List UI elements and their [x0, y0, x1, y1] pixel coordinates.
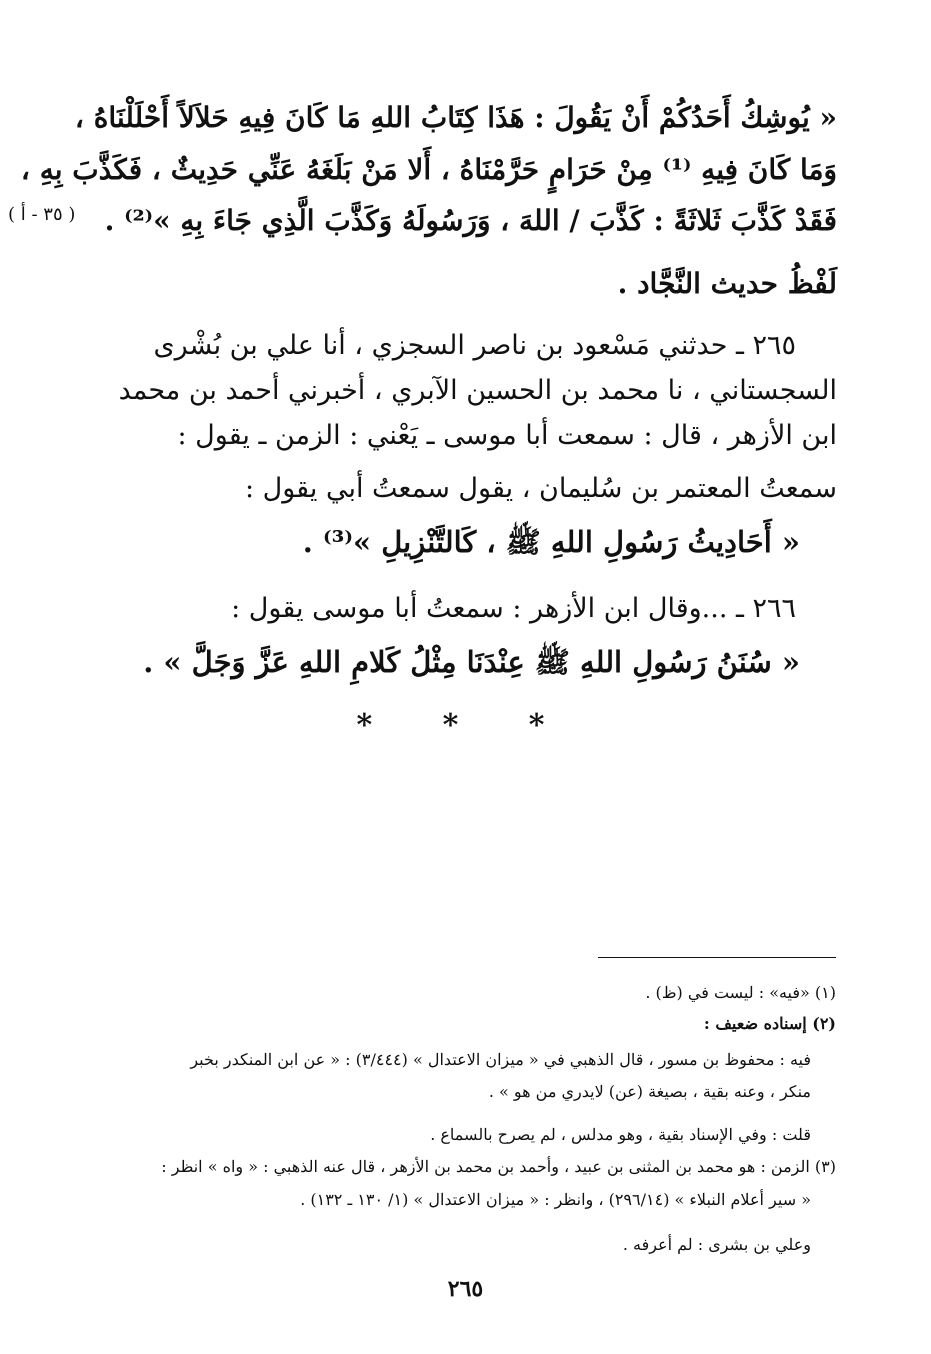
footnote-2-title: (٢) إسناده ضعيف :	[703, 1014, 836, 1033]
footnote-2-line-1: فيه : محفوظ بن مسور ، قال الذهبي في « ميزان الاعتدال » (٣/٤٤٤) : « عن ابن المنكدر بخبر	[190, 1050, 811, 1069]
entry-265-line-4: سمعتُ المعتمر بن سُليمان ، يقول سمعتُ أبي يقول :	[244, 473, 837, 504]
hadith-line-1: « يُوشِكُ أَحَدُكُمْ أَنْ يَقُولَ : هَذَا كِتَابُ اللهِ مَا كَانَ فِيهِ حَلاَلاً أَحْلَلْنَاهُ ،	[74, 101, 837, 134]
margin-reference: ( ٣٥ - أ )	[8, 204, 76, 225]
entry-265-line-2: السجستاني ، نا محمد بن الحسين الآبري ، أخبرني أحمد بن محمد	[118, 375, 837, 406]
entry-266-hadith: « سُنَنُ رَسُولِ اللهِ ﷺ عِنْدَنَا مِثْلُ كَلامِ اللهِ عَزَّ وَجَلَّ » .	[143, 645, 800, 679]
footnote-rule	[598, 957, 836, 958]
section-separator: * * *	[356, 708, 575, 743]
footnote-2-line-3: قلت : وفي الإسناد بقية ، وهو مدلس ، لم يصرح بالسماع .	[430, 1125, 811, 1144]
footnote-3-line-1: (٣) الزمن : هو محمد بن المثنى بن عبيد ، وأحمد بن محمد بن الأزهر ، قال عنه الذهبي : « واه » انظر :	[161, 1157, 836, 1176]
entry-265-line-3: ابن الأزهر ، قال : سمعت أبا موسى ـ يَعْني : الزمن ـ يقول :	[177, 420, 837, 451]
footnote-1: (١) «فيه» : ليست في (ظ) .	[645, 983, 836, 1002]
footnote-2-line-2: منكر ، وعنه بقية ، بصيغة (عن) لايدري من هو » .	[488, 1082, 811, 1101]
page-number: ٢٦٥	[447, 1276, 484, 1302]
entry-266-line-1: ٢٦٦ ـ ...وقال ابن الأزهر : سمعتُ أبا موسى يقول :	[231, 593, 796, 624]
entry-265-hadith: « أَحَادِيثُ رَسُولِ اللهِ ﷺ ، كَالتَّنْزِيلِ »⁽³⁾ .	[302, 525, 800, 559]
narration-note: لَفْظُ حديث النَّجَّاد .	[617, 267, 837, 300]
entry-265-line-1: ٢٦٥ ـ حدثني مَسْعود بن ناصر السجزي ، أنا علي بن بُشْرى	[153, 330, 796, 361]
hadith-line-2: وَمَا كَانَ فِيهِ ⁽¹⁾ مِنْ حَرَامٍ حَرَّمْنَاهُ ، أَلا مَنْ بَلَغَهُ عَنِّي حَدِيثٌ ، فَكَذَّبَ بِهِ ،	[20, 153, 837, 186]
hadith-line-3: فَقَدْ كَذَّبَ ثَلاثَةً : كَذَّبَ / اللهَ ، وَرَسُولَهُ وَكَذَّبَ الَّذِي جَاءَ بِهِ »⁽²⁾ .	[104, 204, 837, 237]
footnote-3-line-3: وعلي بن بشرى : لم أعرفه .	[622, 1235, 811, 1254]
footnote-3-line-2: « سير أعلام النبلاء » (٢٩٦/١٤) ، وانظر : « ميزان الاعتدال » (١/ ١٣٠ ـ ١٣٢) .	[300, 1190, 811, 1209]
